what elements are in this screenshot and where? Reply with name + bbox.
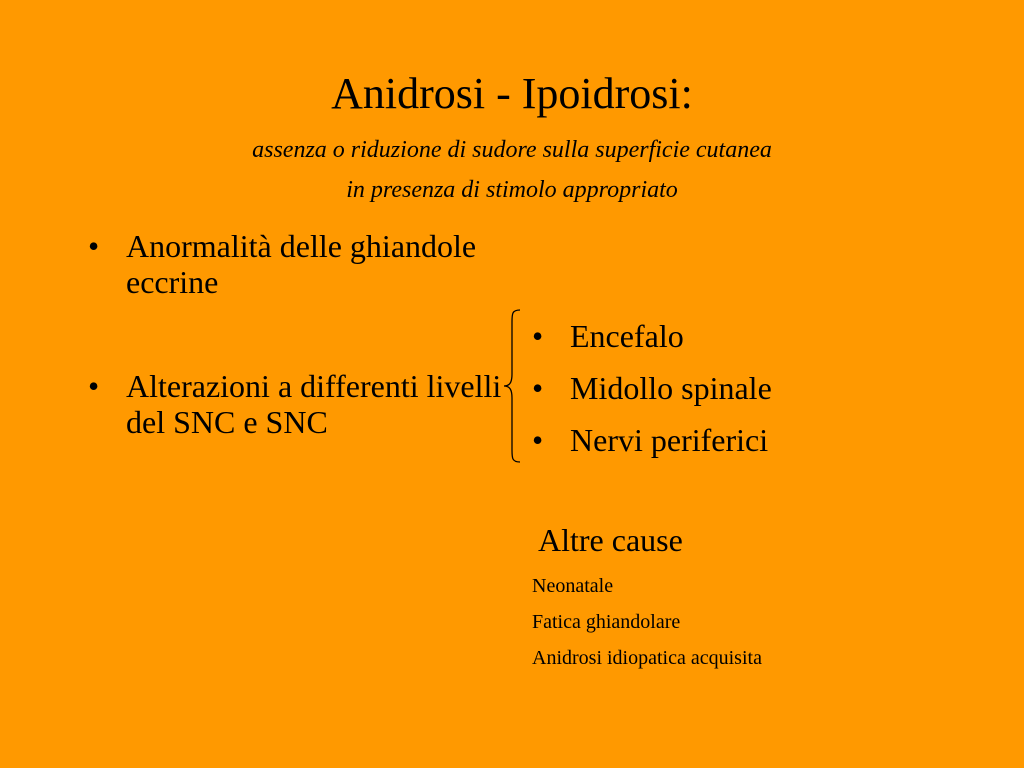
list-item bbox=[88, 368, 508, 440]
list-item bbox=[532, 362, 772, 414]
bullet-icon: • bbox=[532, 318, 544, 354]
list-item-text: Midollo spinale bbox=[570, 370, 772, 406]
other-causes-heading: Altre cause bbox=[538, 522, 683, 558]
bullet-icon: • bbox=[88, 228, 100, 264]
bullet-icon: • bbox=[532, 370, 544, 406]
list-item-text: Nervi periferici bbox=[570, 422, 769, 458]
list-item: Anidrosi idiopatica acquisita bbox=[532, 647, 762, 669]
list-item bbox=[88, 228, 508, 300]
list-item-text: Anormalità delle ghiandole eccrine bbox=[126, 228, 477, 300]
slide-subtitle-line1: assenza o riduzione di sudore sulla superficie cutanea bbox=[252, 137, 772, 163]
list-item bbox=[532, 414, 772, 466]
left-bullet-list bbox=[88, 228, 508, 440]
right-bullet-list bbox=[532, 310, 772, 466]
slide-subtitle-line2: in presenza di stimolo appropriato bbox=[346, 177, 678, 203]
slide-title: Anidrosi - Ipoidrosi: bbox=[331, 69, 693, 118]
list-item: Fatica ghiandolare bbox=[532, 611, 681, 633]
list-item-text: Alterazioni a differenti livelli del SNC e SNC bbox=[126, 368, 502, 440]
list-item bbox=[532, 310, 772, 362]
list-item: Neonatale bbox=[532, 575, 614, 597]
bullet-icon: • bbox=[88, 368, 100, 404]
other-causes-list bbox=[532, 568, 762, 676]
curly-brace-icon bbox=[502, 308, 526, 464]
bullet-icon: • bbox=[532, 422, 544, 458]
list-item-text: Encefalo bbox=[570, 318, 684, 354]
